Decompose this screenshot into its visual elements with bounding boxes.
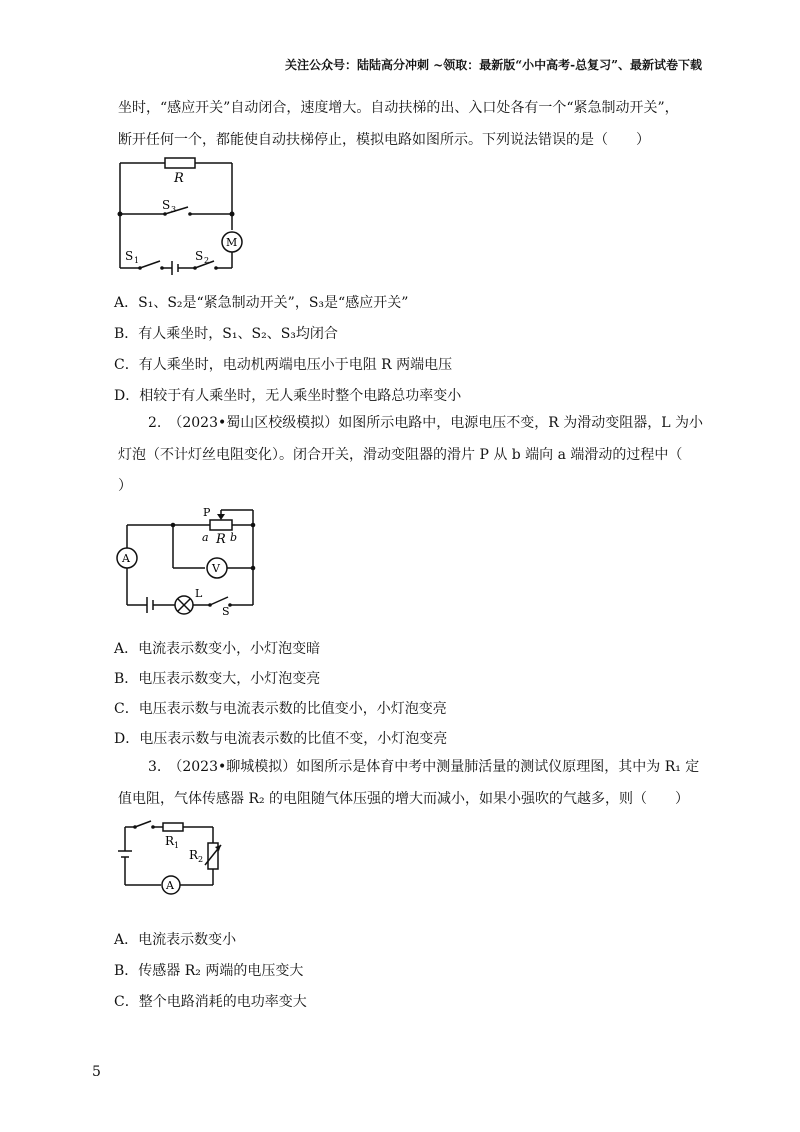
q2-option-a: A．电流表示数变小，小灯泡变暗 [114,641,321,657]
q2-label-P: P [203,506,211,519]
q1-label-S2-sub: 2 [204,256,210,265]
q2-line-1: 2. （2023•蜀山区校级模拟）如图所示电路中，电源电压不变，R 为滑动变阻器，L 为小 [148,415,703,431]
q3-label-R2-sub: 2 [198,855,204,864]
q2-line-2: 灯泡（不计灯丝电阻变化）。闭合开关，滑动变阻器的滑片 P 从 b 端向 a 端滑动的过程中（ [118,447,683,463]
q2-line-3: ） [118,478,132,494]
q2-label-L: L [195,587,203,600]
q1-label-M: M [226,236,238,249]
q2-label-b: b [230,531,238,544]
q2-circuit-diagram [115,500,265,618]
q3-circuit-diagram [115,815,225,895]
q1-option-c: C．有人乘坐时，电动机两端电压小于电阻 R 两端电压 [114,357,453,373]
q2-label-V: V [212,562,220,575]
q3-label-A: A [166,879,174,892]
q3-label-R1-sub: 1 [174,841,180,850]
q3-line-1: 3. （2023•聊城模拟）如图所示是体育中考中测量肺活量的测试仪原理图，其中为 R₁ 定 [148,759,700,775]
q1-label-S1: S [125,249,134,263]
q3-option-a: A．电流表示数变小 [114,932,237,948]
q3-label-R2: R [189,848,199,862]
q3-option-b: B．传感器 R₂ 两端的电压变大 [114,963,304,979]
q2-label-R: R [216,532,226,547]
q3-label-R1: R [165,834,175,848]
q2-label-S: S [222,605,230,618]
q1-option-b: B．有人乘坐时，S₁、S₂、S₃均闭合 [114,326,338,342]
q1-circuit-diagram [110,150,260,275]
q1-label-R: R [174,171,184,186]
q2-option-d: D．电压表示数与电流表示数的比值不变，小灯泡变亮 [114,731,448,747]
q1-label-S2: S [195,249,204,263]
q1-option-d: D．相较于有人乘坐时，无人乘坐时整个电路总功率变小 [114,388,462,404]
q3-line-2: 值电阻，气体传感器 R₂ 的电阻随气体压强的增大而减小，如果小强吹的气越多，则（ ） [118,791,690,807]
q1-label-S1-sub: 1 [134,256,140,265]
q2-label-a: a [202,531,209,544]
q1-label-S3: S [162,198,171,212]
q1-label-S3-sub: 3 [171,205,177,214]
page-number: 5 [92,1064,101,1080]
q2-option-c: C．电压表示数与电流表示数的比值变小，小灯泡变亮 [114,701,447,717]
q1-line-2: 断开任何一个，都能使自动扶梯停止，模拟电路如图所示。下列说法错误的是（ ） [118,132,650,148]
q1-line-1: 坐时，“感应开关”自动闭合，速度增大。自动扶梯的出、入口处各有一个“紧急制动开关”， [118,100,679,116]
page-header: 关注公众号：陆陆高分冲刺 ~领取：最新版“小中高考-总复习”、最新试卷下载 [284,58,702,72]
q2-option-b: B．电压表示数变大，小灯泡变亮 [114,671,321,687]
q1-option-a: A．S₁、S₂是“紧急制动开关”，S₃是“感应开关” [114,295,409,311]
q2-label-A: A [122,552,130,565]
q3-option-c: C．整个电路消耗的电功率变大 [114,994,307,1010]
